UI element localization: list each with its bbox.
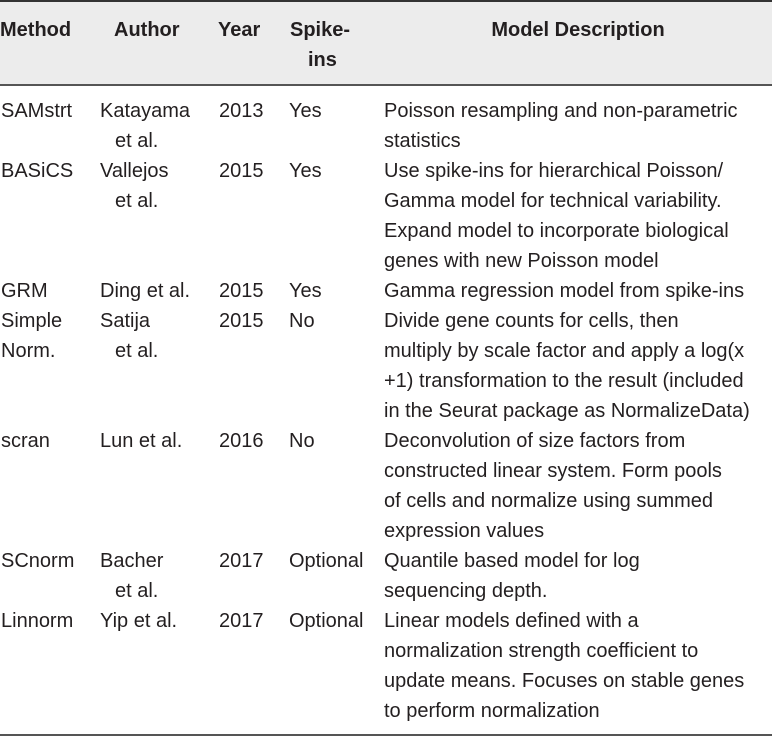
cell-description-line: Deconvolution of size factors from: [384, 430, 686, 452]
cell-author-line: Satija: [100, 310, 151, 332]
cell-year: 2015: [219, 280, 264, 302]
header-method: Method: [0, 1, 98, 85]
cell-spike-ins: No: [289, 310, 315, 332]
table-header-row: [0, 1, 772, 85]
cell-method-line: Linnorm: [1, 610, 74, 632]
cell-author-line: et al.: [115, 340, 159, 362]
cell-description-line: in the Seurat package as NormalizeData): [384, 400, 750, 422]
cell-spike-ins: No: [289, 430, 315, 452]
cell-method: [0, 606, 98, 735]
cell-description-line: Gamma model for technical variability.: [384, 190, 722, 212]
cell-description: [384, 156, 772, 276]
cell-author: [98, 426, 218, 546]
cell-method: [0, 85, 98, 156]
cell-year: 2017: [219, 550, 264, 572]
cell-method-line: scran: [1, 430, 50, 452]
cell-author: [98, 85, 218, 156]
cell-description-line: normalization strength coefficient to: [384, 640, 699, 662]
cell-spike-ins: Yes: [289, 280, 322, 302]
cell-author: [98, 276, 218, 306]
header-spike-line1: Spike-: [290, 19, 351, 41]
cell-spike-ins: Optional: [286, 606, 384, 735]
cell-description-line: +1) transformation to the result (included: [384, 370, 744, 392]
cell-method-line: SCnorm: [1, 550, 75, 572]
cell-year: 2015: [219, 310, 264, 332]
cell-description: [384, 306, 772, 426]
cell-spike-ins: Yes: [289, 160, 322, 182]
cell-method: [0, 426, 98, 546]
cell-method: [0, 276, 98, 306]
cell-method-line: Norm.: [1, 340, 56, 362]
table-row: [0, 276, 772, 306]
cell-method-line: Simple: [1, 310, 63, 332]
cell-spike-ins: Optional: [289, 550, 364, 572]
cell-description-line: Poisson resampling and non-parametric: [384, 100, 738, 122]
header-spike-ins: [286, 1, 384, 85]
cell-description: [384, 85, 772, 156]
cell-description-line: to perform normalization: [384, 700, 600, 722]
cell-year: 2016: [219, 430, 264, 452]
cell-year: 2015: [219, 160, 264, 182]
cell-description-line: Use spike-ins for hierarchical Poisson/: [384, 160, 724, 182]
cell-year: 2013: [219, 100, 264, 122]
table-row: [0, 546, 772, 606]
cell-method-line: GRM: [1, 280, 48, 302]
cell-author-line: Vallejos: [100, 160, 169, 182]
cell-author-line: Yip et al.: [100, 610, 178, 632]
cell-spike-ins: Yes: [289, 100, 322, 122]
cell-author-line: et al.: [115, 130, 159, 152]
table-row: [0, 606, 772, 735]
cell-method: [0, 306, 98, 426]
cell-description-line: update means. Focuses on stable genes: [384, 670, 745, 692]
cell-method-line: BASiCS: [1, 160, 74, 182]
cell-year: 2017: [218, 606, 286, 735]
cell-description-line: of cells and normalize using summed: [384, 490, 714, 512]
cell-author: [98, 156, 218, 276]
cell-method-line: SAMstrt: [1, 100, 73, 122]
cell-author: [98, 606, 218, 735]
cell-author-line: Katayama: [100, 100, 191, 122]
cell-description-line: Divide gene counts for cells, then: [384, 310, 679, 332]
header-model-description: Model Description: [384, 1, 772, 85]
cell-description-line: Linear models defined with a: [384, 610, 639, 632]
cell-description-line: sequencing depth.: [384, 580, 548, 602]
cell-method: [0, 156, 98, 276]
cell-description-line: constructed linear system. Form pools: [384, 460, 722, 482]
cell-description-line: Gamma regression model from spike-ins: [384, 280, 745, 302]
header-year: Year: [218, 1, 286, 85]
cell-description: [384, 606, 772, 735]
header-author: Author: [98, 1, 218, 85]
cell-description-line: Expand model to incorporate biological: [384, 220, 729, 242]
table-row: [0, 306, 772, 426]
cell-description-line: genes with new Poisson model: [384, 250, 659, 272]
table-body: [0, 85, 772, 735]
cell-description-line: statistics: [384, 130, 461, 152]
table-row: [0, 85, 772, 156]
cell-method: [0, 546, 98, 606]
cell-author: [98, 546, 218, 606]
cell-author-line: Ding et al.: [100, 280, 191, 302]
cell-description: [384, 426, 772, 546]
cell-description-line: Quantile based model for log: [384, 550, 640, 572]
cell-description: [384, 546, 772, 606]
cell-author-line: et al.: [115, 190, 159, 212]
header-spike-line2: ins: [308, 49, 337, 71]
cell-description: [384, 276, 772, 306]
cell-author-line: Bacher: [100, 550, 164, 572]
cell-author-line: Lun et al.: [100, 430, 183, 452]
table-row: [0, 426, 772, 546]
table-row: [0, 156, 772, 276]
cell-author: [98, 306, 218, 426]
cell-description-line: expression values: [384, 520, 545, 542]
cell-author-line: et al.: [115, 580, 159, 602]
cell-description-line: multiply by scale factor and apply a log(x: [384, 340, 745, 362]
